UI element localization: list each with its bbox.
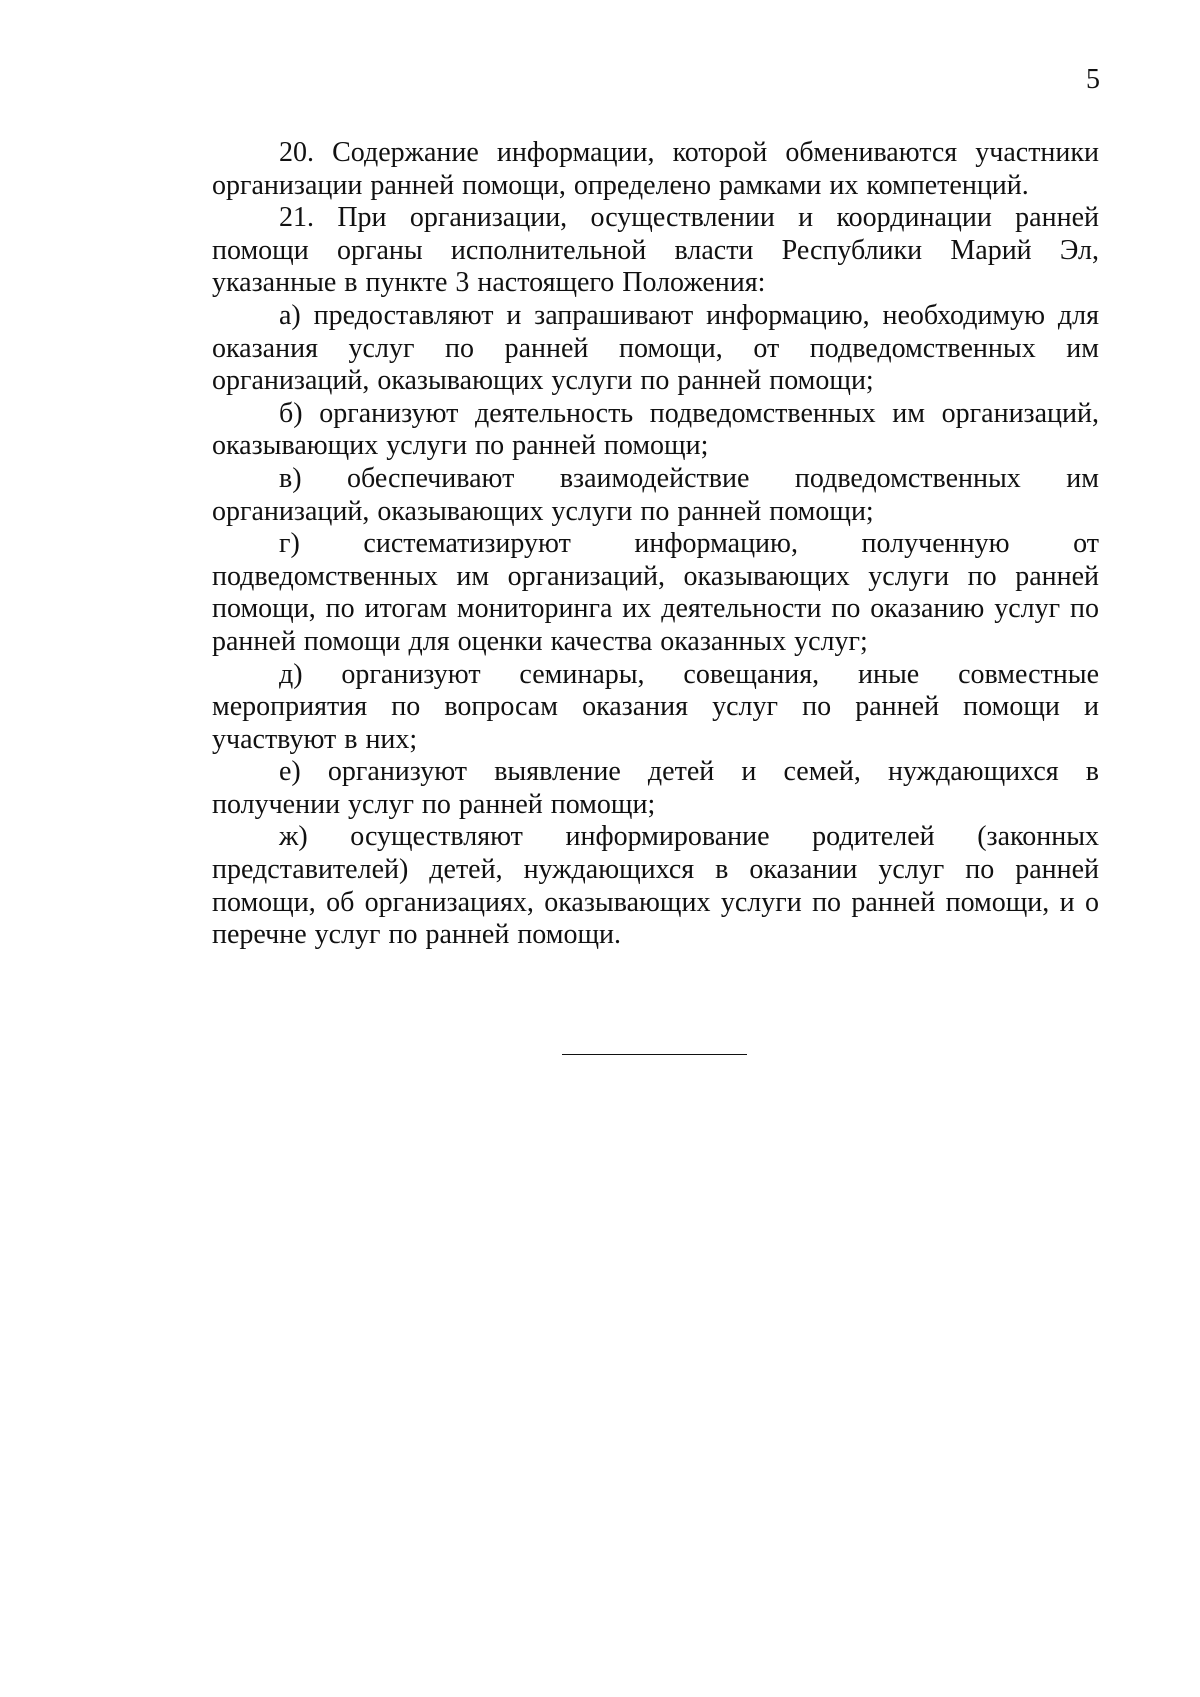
page-number: 5 bbox=[1086, 64, 1100, 95]
paragraph-21: 21. При организации, осуществлении и координации ранней помощи органы исполнительной власти Республики Марий Эл, указанные в пункте 3 настоящего Положения: bbox=[212, 202, 1099, 299]
list-item-zh: ж) осуществляют информирование родителей (законных представителей) детей, нуждающихся в оказании услуг по ранней помощи, об организациях, оказывающих услуги по ранней помощи, и о перечне услуг по ранней помощи. bbox=[212, 821, 1099, 951]
list-item-g: г) систематизируют информацию, полученную от подведомственных им организаций, оказывающих услуги по ранней помощи, по итогам мониторинга их деятельности по оказанию услуг по ранней помощи для оценки качества оказанных услуг; bbox=[212, 528, 1099, 657]
list-item-b: б) организуют деятельность подведомственных им организаций, оказывающих услуги по ранней помощи; bbox=[212, 397, 1099, 462]
paragraph-20: 20. Содержание информации, которой обмениваются участники организации ранней помощи, определено рамками их компетенций. bbox=[212, 137, 1099, 201]
list-item-e: е) организуют выявление детей и семей, нуждающихся в получении услуг по ранней помощи; bbox=[212, 756, 1099, 820]
document-body bbox=[212, 137, 1099, 952]
list-item-a: а) предоставляют и запрашивают информацию, необходимую для оказания услуг по ранней помощи, от подведомственных им организаций, оказывающих услуги по ранней помощи; bbox=[212, 299, 1099, 397]
end-of-document-rule bbox=[562, 1054, 747, 1055]
list-item-d: д) организуют семинары, совещания, иные совместные мероприятия по вопросам оказания услуг по ранней помощи и участвуют в них; bbox=[212, 658, 1099, 755]
list-item-v: в) обеспечивают взаимодействие подведомственных им организаций, оказывающих услуги по ранней помощи; bbox=[212, 462, 1099, 527]
